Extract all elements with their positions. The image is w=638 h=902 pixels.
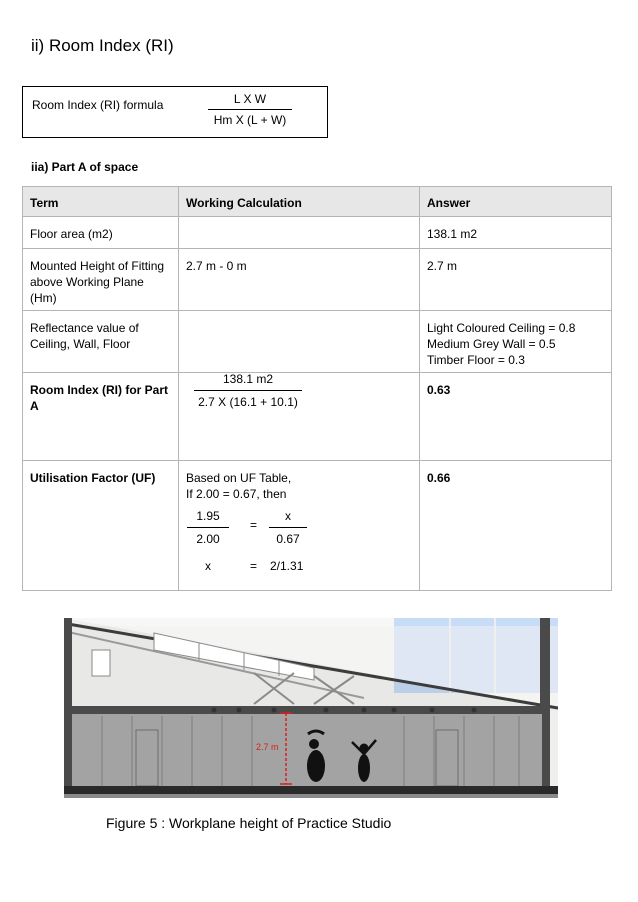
reflectance-floor: Timber Floor = 0.3 <box>427 353 525 367</box>
uf-fraction-1-denominator: 2.00 <box>196 532 220 546</box>
uf-x-label: x <box>205 559 211 573</box>
reflectance-ceiling: Light Coloured Ceiling = 0.8 <box>427 321 576 335</box>
header-working-calculation: Working Calculation <box>179 187 420 217</box>
table-row <box>23 311 612 373</box>
floor-answer: 138.1 m2 <box>420 217 612 249</box>
formula-denominator: Hm X (L + W) <box>213 113 287 127</box>
floor-calc <box>179 217 420 249</box>
header-term: Term <box>23 187 179 217</box>
reflectance-answer <box>420 311 612 373</box>
table-row <box>23 461 612 591</box>
height-label: 2.7 m <box>256 742 279 752</box>
uf-equals-2: = <box>250 559 258 573</box>
ri-numerator: 138.1 m2 <box>194 371 302 391</box>
uf-fraction-2-numerator: x <box>269 508 307 528</box>
ri-fraction <box>194 371 302 410</box>
formula-label: Room Index (RI) formula <box>32 98 164 112</box>
subheading: iia) Part A of space <box>31 160 139 174</box>
section-drawing <box>64 618 558 798</box>
hm-term: Mounted Height of Fitting above Working Plane (Hm) <box>23 249 179 311</box>
left-column <box>64 618 72 796</box>
table-row <box>23 249 612 311</box>
section-figure <box>64 618 558 798</box>
reflectance-term: Reflectance value of Ceiling, Wall, Floor <box>23 311 179 373</box>
uf-fraction-1-numerator: 1.95 <box>187 508 229 528</box>
ri-term: Room Index (RI) for Part A <box>23 373 179 461</box>
ri-answer: 0.63 <box>420 373 612 461</box>
reflectance-calc <box>179 311 420 373</box>
uf-fraction-2-denominator: 0.67 <box>276 532 300 546</box>
formula-fraction <box>208 92 292 127</box>
uf-fraction-1 <box>187 508 229 547</box>
uf-fraction-2 <box>269 508 307 547</box>
uf-answer: 0.66 <box>420 461 612 591</box>
door-upper <box>92 650 110 676</box>
table-row <box>23 373 612 461</box>
studio-wall <box>72 714 542 788</box>
ri-denominator: 2.7 X (16.1 + 10.1) <box>198 395 298 409</box>
uf-calc <box>179 461 420 591</box>
calculation-table <box>22 186 612 591</box>
table-header-row <box>23 187 612 217</box>
uf-equals-1: = <box>250 518 258 532</box>
table-row <box>23 217 612 249</box>
floor-term: Floor area (m2) <box>23 217 179 249</box>
reflectance-wall: Medium Grey Wall = 0.5 <box>427 337 556 351</box>
uf-calc-line-1: Based on UF Table, <box>186 471 292 485</box>
ri-calc <box>179 373 420 461</box>
formula-box <box>22 86 328 138</box>
formula-numerator: L X W <box>208 92 292 110</box>
hm-answer: 2.7 m <box>420 249 612 311</box>
hm-calc: 2.7 m - 0 m <box>179 249 420 311</box>
section-heading: ii) Room Index (RI) <box>31 36 174 55</box>
uf-calc-line-2: If 2.00 = 0.67, then <box>186 487 287 501</box>
uf-term: Utilisation Factor (UF) <box>23 461 179 591</box>
figure-caption: Figure 5 : Workplane height of Practice Studio <box>106 815 392 831</box>
header-answer: Answer <box>420 187 612 217</box>
uf-x-value: 2/1.31 <box>270 559 304 573</box>
studio-floor <box>64 786 558 794</box>
